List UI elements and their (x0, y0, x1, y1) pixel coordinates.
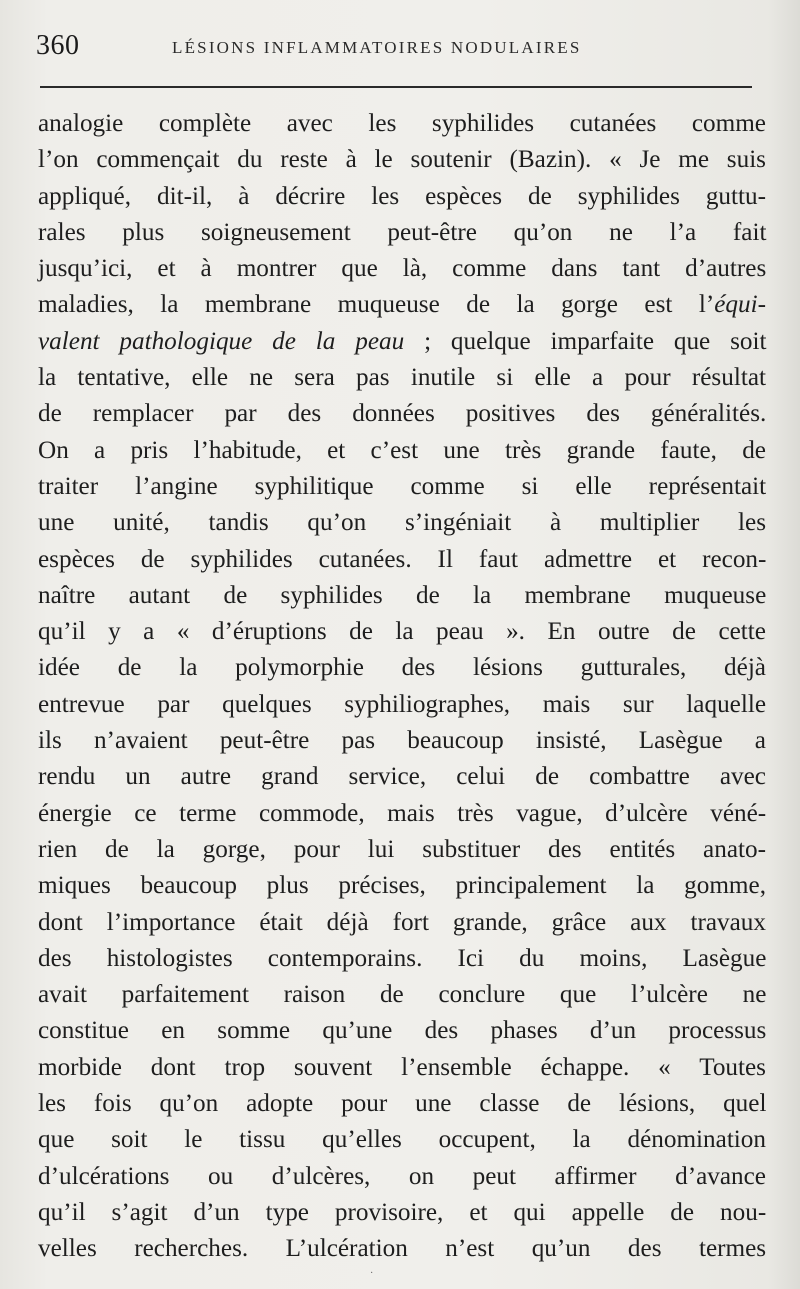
text-line: naître autant de syphilides de la membrane muqueuse (38, 581, 767, 609)
text-line: de remplacer par des données positives des généralités. (38, 400, 767, 428)
text-line: morbide dont trop souvent l’ensemble échappe. « Toutes (38, 1053, 766, 1081)
text-line: les fois qu’on adopte pour une classe de lésions, quel (38, 1090, 767, 1118)
text-line-after: ; quelque imparfaite que soit (404, 327, 767, 355)
text-line: l’on commençait du reste à le soutenir (Bazin). « Je me suis (38, 146, 766, 174)
text-line: d’ulcérations ou d’ulcères, on peut affirmer d’avance (38, 1162, 766, 1190)
text-line: des histologistes contemporains. Ici du moins, Lasègue (38, 944, 767, 972)
italic-fragment: équi- (714, 291, 766, 319)
text-line: On a pris l’habitude, et c’est une très grande faute, de (38, 436, 766, 464)
text-line: rendu un autre grand service, celui de combattre avec (38, 763, 766, 791)
running-head: LÉSIONS INFLAMMATOIRES NODULAIRES (172, 38, 582, 57)
text-line: dont l’importance était déjà fort grande, grâce aux travaux (38, 908, 766, 936)
text-line: traiter l’angine syphilitique comme si elle représentait (38, 472, 767, 500)
page-number: 360 (36, 30, 80, 61)
text-line: avait parfaitement raison de conclure que l’ulcère ne (38, 981, 767, 1009)
text-line-italic-start (38, 287, 766, 323)
text-line: miques beaucoup plus précises, principalement la gomme, (38, 872, 766, 900)
text-line-before: maladies, la membrane muqueuse de la gorge est l’ (38, 291, 715, 319)
text-line: constitue en somme qu’une des phases d’un processus (38, 1017, 767, 1045)
text-line: qu’il s’agit d’un type provisoire, et qui appelle de nou- (38, 1198, 767, 1226)
body-text (38, 106, 766, 1268)
text-line: espèces de syphilides cutanées. Il faut admettre et recon- (38, 545, 767, 573)
italic-fragment: valent pathologique de la peau (38, 327, 405, 355)
text-line: la tentative, elle ne sera pas inutile si elle a pour résultat (38, 364, 766, 392)
text-line-italic-end (38, 324, 766, 360)
text-line: rales plus soigneusement peut-être qu’on ne l’a fait (38, 218, 767, 246)
print-speck: · (370, 1268, 374, 1279)
text-line: ils n’avaient peut-être pas beaucoup insisté, Lasègue a (38, 727, 766, 755)
text-line: entrevue par quelques syphiliographes, mais sur laquelle (38, 690, 767, 718)
text-line: jusqu’ici, et à montrer que là, comme dans tant d’autres (38, 255, 767, 283)
page-header (36, 30, 756, 70)
text-line: idée de la polymorphie des lésions gutturales, déjà (38, 654, 766, 682)
text-line: que soit le tissu qu’elles occupent, la dénomination (38, 1126, 766, 1154)
text-line: velles recherches. L’ulcération n’est qu’un des termes (38, 1235, 767, 1263)
text-line: qu’il y a « d’éruptions de la peau ». En outre de cette (38, 618, 766, 646)
text-line: rien de la gorge, pour lui substituer des entités anato- (38, 835, 766, 863)
text-line: une unité, tandis qu’on s’ingéniait à multiplier les (38, 509, 766, 537)
text-line: appliqué, dit-il, à décrire les espèces de syphilides guttu- (38, 182, 766, 210)
text-line: analogie complète avec les syphilides cutanées comme (38, 110, 766, 137)
header-rule (40, 86, 752, 88)
text-line: énergie ce terme commode, mais très vague, d’ulcère véné- (38, 799, 767, 827)
